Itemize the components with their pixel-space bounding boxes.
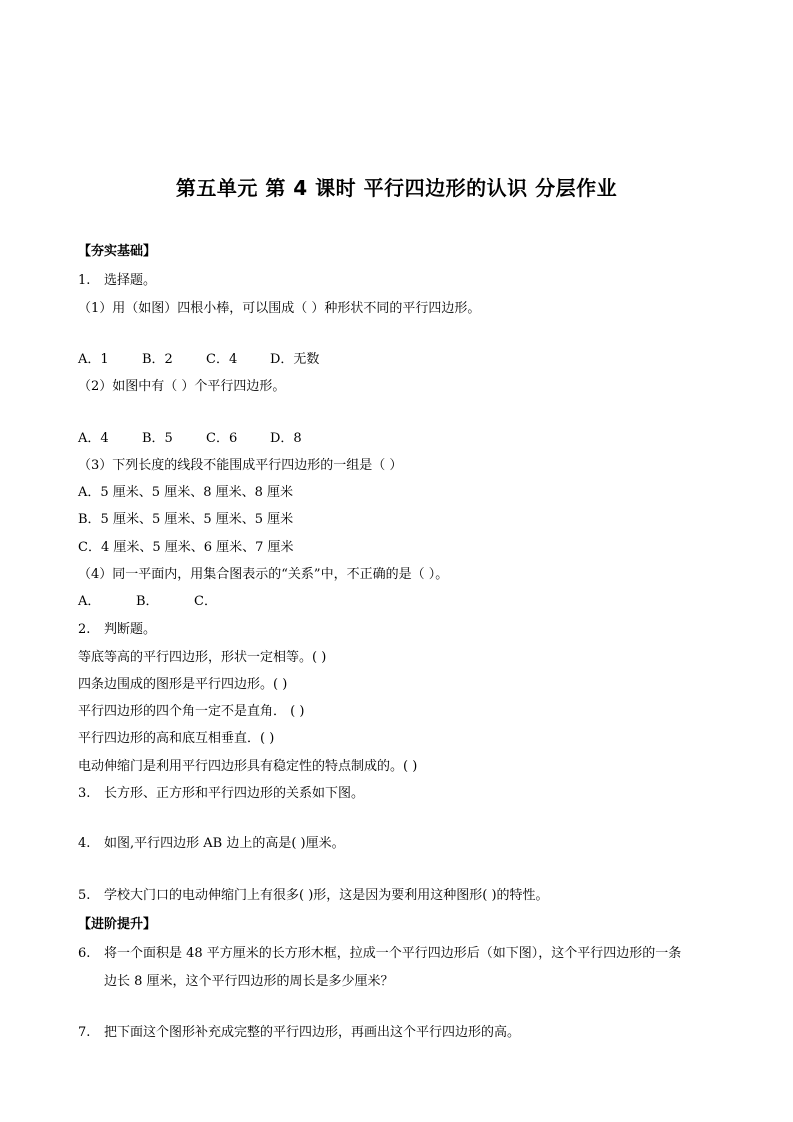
option-a: A．4 [78, 431, 109, 446]
question-7-text: 把下面这个图形补充成完整的平行四边形，再画出这个平行四边形的高。 [104, 1025, 521, 1040]
question-3-text: 长方形、正方形和平行四边形的关系如下图。 [104, 786, 365, 801]
question-5-text: 学校大门口的电动伸缩门上有很多( )形，这是因为要利用这种图形( )的特性。 [104, 888, 549, 903]
section-heading-advanced: 【进阶提升】 [78, 917, 157, 932]
question-1-part-2-options [78, 430, 302, 448]
option-b: B． [136, 594, 159, 609]
option-a: A．1 [78, 352, 109, 367]
option-c: C．4 [206, 352, 238, 367]
question-4-number: 4. [78, 836, 91, 851]
question-1-part-1-options [78, 351, 319, 369]
section-heading-basics: 【夯实基础】 [78, 244, 157, 259]
judgment-item: 电动伸缩门是利用平行四边形具有稳定性的特点制成的。( ) [78, 759, 418, 774]
judgment-item: 等底等高的平行四边形，形状一定相等。( ) [78, 650, 327, 665]
question-3-number: 3. [78, 786, 91, 801]
option-d: D．无数 [270, 352, 320, 367]
option-b: B．5 [142, 431, 173, 446]
question-1-part-3-option-c: C．4 厘米、5 厘米、6 厘米、7 厘米 [78, 540, 294, 555]
question-6-line-1: 将一个面积是 48 平方厘米的长方形木框，拉成一个平行四边形后（如下图），这个平行四边形的一条 [104, 946, 682, 961]
question-1-number: 1. [78, 273, 91, 288]
question-1-part-3-option-a: A．5 厘米、5 厘米、8 厘米、8 厘米 [78, 485, 294, 500]
option-d: D．8 [270, 431, 302, 446]
question-1-part-4: （4）同一平面内，用集合图表示的“关系”中，不正确的是（ ）。 [78, 567, 449, 582]
question-6-number: 6. [78, 946, 91, 961]
page-title: 第五单元 第 4 课时 平行四边形的认识 分层作业 [175, 176, 618, 200]
question-1-part-4-options [78, 593, 217, 611]
judgment-item: 平行四边形的四个角一定不是直角． ( ) [78, 704, 305, 719]
question-1-part-3-option-b: B．5 厘米、5 厘米、5 厘米、5 厘米 [78, 512, 294, 527]
judgment-item: 平行四边形的高和底互相垂直．( ) [78, 731, 275, 746]
judgment-item: 四条边围成的图形是平行四边形。( ) [78, 677, 288, 692]
question-7-number: 7. [78, 1025, 91, 1040]
option-b: B．2 [142, 352, 173, 367]
question-1-part-3: （3）下列长度的线段不能围成平行四边形的一组是（ ） [78, 458, 403, 473]
question-1-part-2: （2）如图中有（ ）个平行四边形。 [78, 379, 286, 394]
question-2-text: 判断题。 [104, 622, 157, 637]
question-4-text: 如图,平行四边形 AB 边上的高是( )厘米。 [104, 836, 345, 851]
option-c: C． [194, 594, 217, 609]
question-1-part-1: （1）用（如图）四根小棒，可以围成（ ）种形状不同的平行四边形。 [78, 301, 481, 316]
option-a: A． [78, 594, 101, 609]
option-c: C．6 [206, 431, 238, 446]
question-1-text: 选择题。 [104, 273, 157, 288]
question-5-number: 5. [78, 888, 91, 903]
question-2-number: 2. [78, 622, 91, 637]
question-6-line-2: 边长 8 厘米，这个平行四边形的周长是多少厘米？ [104, 974, 394, 989]
